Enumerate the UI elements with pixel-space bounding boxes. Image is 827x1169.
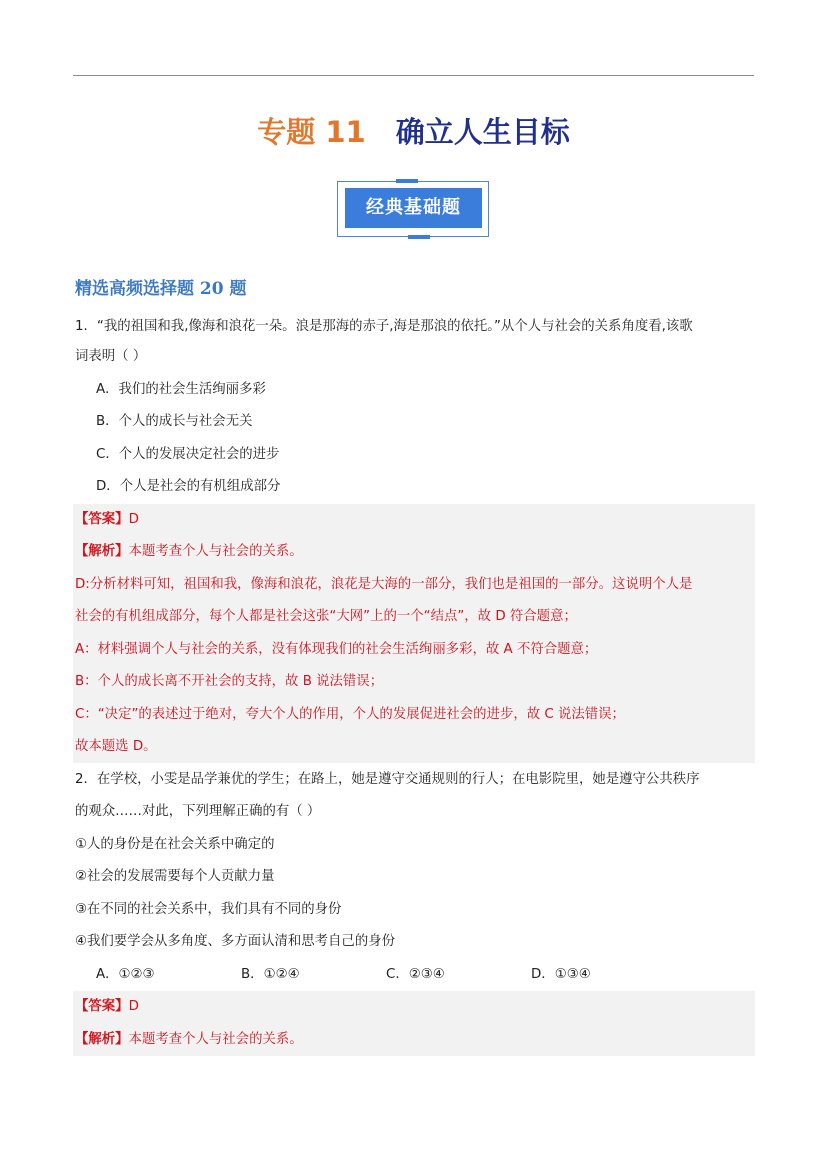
header-rule (73, 75, 754, 76)
q1-option-b: B．个人的成长与社会无关 (96, 414, 253, 429)
q1-explain-c: C：“决定”的表述过于绝对，夸大个人的作用，个人的发展促进社会的进步，故 C 说法错误； (75, 707, 625, 722)
q2-answer (75, 991, 755, 1023)
analysis-label: 【解析】 (75, 1032, 129, 1047)
q2-stem-line1: 2．在学校，小雯是品学兼优的学生；在路上，她是遵守交通规则的行人；在电影院里，她是遵守公共秩序 (75, 772, 700, 787)
badge-label: 经典基础题 (345, 188, 482, 228)
q1-stem-line2: 词表明（ ） (75, 349, 147, 364)
page-title (0, 110, 827, 151)
q2-statement-1: ①人的身份是在社会关系中确定的 (75, 837, 275, 852)
q2-analysis (75, 1024, 755, 1056)
analysis-label: 【解析】 (75, 544, 129, 559)
analysis-text: 本题考查个人与社会的关系。 (128, 544, 303, 559)
q1-explain-d-line1: D:分析材料可知，祖国和我，像海和浪花，浪花是大海的一部分，我们也是祖国的一部分。这说明个人是 (75, 577, 693, 592)
q1-conclusion: 故本题选 D。 (75, 739, 157, 754)
q1-option-d: D．个人是社会的有机组成部分 (96, 479, 281, 494)
q1-option-c: C．个人的发展决定社会的进步 (96, 447, 280, 462)
q1-answer (75, 504, 755, 536)
topic-label: 专题 11 (257, 115, 366, 149)
answer-value: D (128, 512, 139, 527)
section-heading: 精选高频选择题 20 题 (75, 279, 247, 299)
q2-choice-a: A．①②③ (96, 967, 155, 982)
q1-stem-line1: 1．“我的祖国和我,像海和浪花一朵。浪是那海的赤子,海是那浪的依托。”从个人与社会的关系角度看,该歌 (75, 319, 693, 334)
q1-option-a: A．我们的社会生活绚丽多彩 (96, 382, 266, 397)
q2-statement-3: ③在不同的社会关系中，我们具有不同的身份 (75, 902, 342, 917)
category-badge (337, 181, 489, 237)
answer-label: 【答案】 (75, 512, 129, 527)
q1-explain-b: B：个人的成长离不开社会的支持，故 B 说法错误； (75, 674, 384, 689)
q1-analysis (75, 536, 755, 568)
q2-choice-d: D．①③④ (531, 967, 591, 982)
topic-title: 确立人生目标 (395, 115, 570, 149)
answer-value: D (128, 999, 139, 1014)
q1-explain-a: A：材料强调个人与社会的关系，没有体现我们的社会生活绚丽多彩，故 A 不符合题意； (75, 642, 598, 657)
q2-statement-4: ④我们要学会从多角度、多方面认清和思考自己的身份 (75, 934, 395, 949)
q2-statement-2: ②社会的发展需要每个人贡献力量 (75, 869, 275, 884)
analysis-text: 本题考查个人与社会的关系。 (128, 1032, 303, 1047)
q2-choices (96, 959, 776, 991)
q2-choice-c: C．②③④ (386, 967, 445, 982)
q1-explain-d-line2: 社会的有机组成部分，每个人都是社会这张“大网”上的一个“结点”，故 D 符合题意； (75, 609, 577, 624)
q2-choice-b: B．①②④ (241, 967, 300, 982)
q2-stem-line2: 的观众……对此，下列理解正确的有（ ） (75, 804, 321, 819)
answer-label: 【答案】 (75, 999, 129, 1014)
